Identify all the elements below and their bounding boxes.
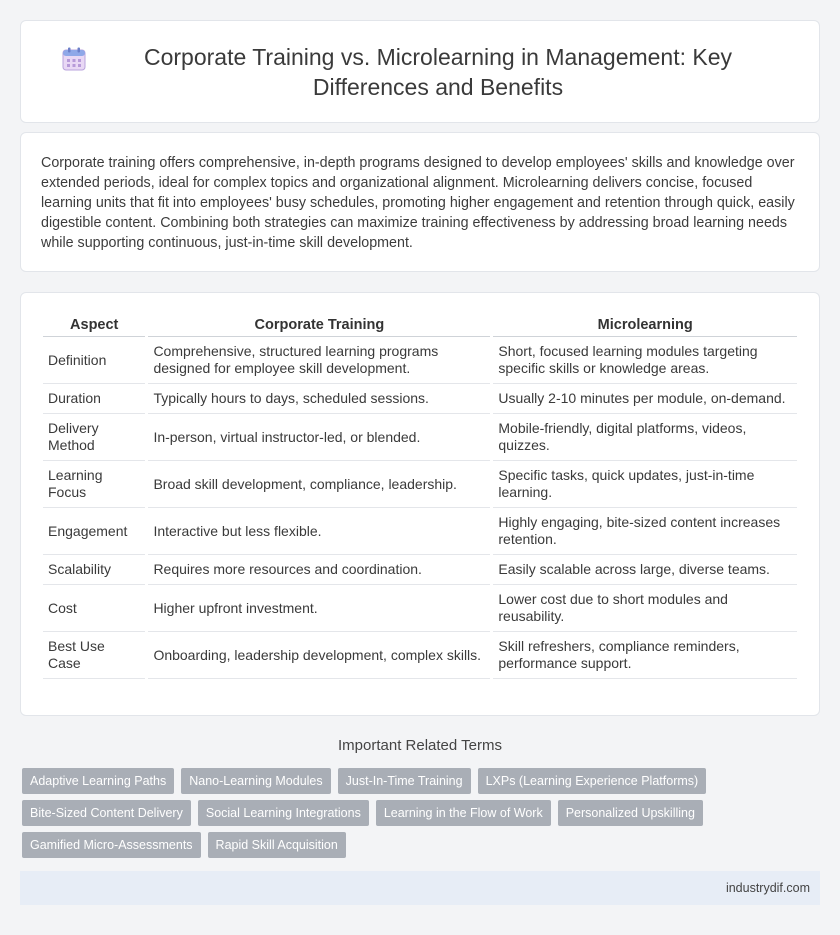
row-aspect: Definition bbox=[43, 337, 147, 384]
intro-paragraph: Corporate training offers comprehensive, in-depth programs designed to develop employees' skills and knowledge over extended periods, ideal for complex topics and organizational alignment. Microlearning delivers concise, focused learning units that fit into employees' busy schedules, promoting higher engagement and retention through quick, easily digestible content. Combining both strategies can maximize training effectiveness by addressing broad learning needs while supporting continuous, just-in-time skill development. bbox=[41, 155, 795, 251]
row-microlearning: Highly engaging, bite-sized content increases retention. bbox=[492, 508, 797, 555]
row-microlearning: Easily scalable across large, diverse teams. bbox=[492, 555, 797, 585]
row-microlearning: Skill refreshers, compliance reminders, performance support. bbox=[492, 632, 797, 679]
related-term-tag[interactable]: Learning in the Flow of Work bbox=[376, 800, 551, 826]
row-aspect: Scalability bbox=[43, 555, 147, 585]
table-row bbox=[43, 632, 797, 679]
row-corporate-training: Onboarding, leadership development, complex skills. bbox=[147, 632, 492, 679]
row-aspect: Engagement bbox=[43, 508, 147, 555]
row-microlearning: Lower cost due to short modules and reusability. bbox=[492, 585, 797, 632]
related-term-tag[interactable]: Social Learning Integrations bbox=[198, 800, 369, 826]
related-term-tag[interactable]: Bite-Sized Content Delivery bbox=[22, 800, 191, 826]
related-term-tag[interactable]: Rapid Skill Acquisition bbox=[208, 832, 346, 858]
related-term-tag[interactable]: Just-In-Time Training bbox=[338, 768, 471, 794]
related-term-tag[interactable]: Adaptive Learning Paths bbox=[22, 768, 174, 794]
comparison-card bbox=[20, 292, 820, 716]
row-aspect: Delivery Method bbox=[43, 414, 147, 461]
title-card bbox=[20, 20, 820, 123]
row-aspect: Learning Focus bbox=[43, 461, 147, 508]
footer bbox=[20, 871, 820, 905]
table-row bbox=[43, 508, 797, 555]
footer-site-link[interactable]: industrydif.com bbox=[725, 881, 810, 895]
table-row bbox=[43, 585, 797, 632]
row-corporate-training: Interactive but less flexible. bbox=[147, 508, 492, 555]
table-row bbox=[43, 414, 797, 461]
row-corporate-training: Higher upfront investment. bbox=[147, 585, 492, 632]
row-corporate-training: Requires more resources and coordination. bbox=[147, 555, 492, 585]
table-row bbox=[43, 555, 797, 585]
row-microlearning: Mobile-friendly, digital platforms, videos, quizzes. bbox=[492, 414, 797, 461]
related-term-tag[interactable]: Personalized Upskilling bbox=[558, 800, 703, 826]
header-corporate-training: Corporate Training bbox=[147, 313, 492, 337]
row-corporate-training: Comprehensive, structured learning programs designed for employee skill development. bbox=[147, 337, 492, 384]
table-row bbox=[43, 461, 797, 508]
row-microlearning: Short, focused learning modules targeting specific skills or knowledge areas. bbox=[492, 337, 797, 384]
row-corporate-training: Typically hours to days, scheduled sessions. bbox=[147, 384, 492, 414]
related-terms-list bbox=[22, 768, 822, 858]
related-term-tag[interactable]: Nano-Learning Modules bbox=[181, 768, 330, 794]
table-row bbox=[43, 384, 797, 414]
calendar-icon bbox=[61, 46, 87, 72]
related-terms-heading: Important Related Terms bbox=[338, 737, 502, 754]
page-title: Corporate Training vs. Microlearning in Management: Key Differences and Benefits bbox=[143, 43, 733, 100]
header-aspect: Aspect bbox=[43, 313, 147, 337]
header-microlearning: Microlearning bbox=[492, 313, 797, 337]
row-microlearning: Specific tasks, quick updates, just-in-time learning. bbox=[492, 461, 797, 508]
row-microlearning: Usually 2-10 minutes per module, on-demand. bbox=[492, 384, 797, 414]
row-aspect: Cost bbox=[43, 585, 147, 632]
intro-card bbox=[20, 132, 820, 272]
row-corporate-training: In-person, virtual instructor-led, or blended. bbox=[147, 414, 492, 461]
comparison-table bbox=[43, 313, 797, 679]
row-corporate-training: Broad skill development, compliance, leadership. bbox=[147, 461, 492, 508]
table-header-row bbox=[43, 313, 797, 337]
related-term-tag[interactable]: Gamified Micro-Assessments bbox=[22, 832, 201, 858]
table-row bbox=[43, 337, 797, 384]
row-aspect: Duration bbox=[43, 384, 147, 414]
row-aspect: Best Use Case bbox=[43, 632, 147, 679]
related-term-tag[interactable]: LXPs (Learning Experience Platforms) bbox=[478, 768, 707, 794]
title-wrap bbox=[21, 42, 819, 102]
